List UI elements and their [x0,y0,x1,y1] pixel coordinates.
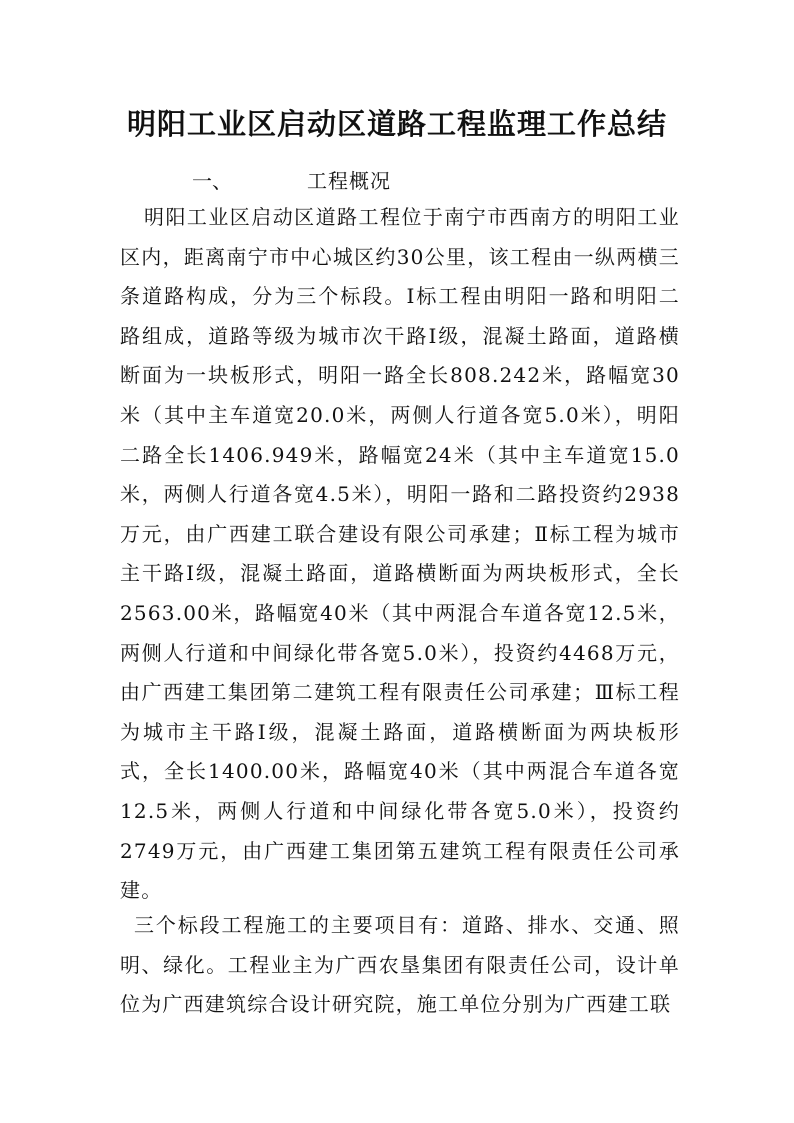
document-title: 明阳工业区启动区道路工程监理工作总结 [126,107,667,141]
paragraph-main-items: 三个标段工程施工的主要项目有：道路、排水、交通、照明、绿化。工程业主为广西农垦集团有限责任公司，设计单位为广西建筑综合设计研究院，施工单位分别为广西建工联 [120,913,680,1017]
paragraph-project-overview: 明阳工业区启动区道路工程位于南宁市西南方的明阳工业区内，距离南宁市中心城区约30公里，该工程由一纵两横三条道路构成，分为三个标段。Ⅰ标工程由明阳一路和明阳二路组成，道路等级为城市次干路Ⅰ级，混凝土路面，道路横断面为一块板形式，明阳一路全长808.242米，路幅宽30米（其中主车道宽20.0米，两侧人行道各宽5.0米），明阳二路全长1406.949米，路幅宽24米（其中主车道宽15.0米，两侧人行道各宽4.5米），明阳一路和二路投资约2938万元，由广西建工联合建设有限公司承建；Ⅱ标工程为城市主干路Ⅰ级，混凝土路面，道路横断面为两块板形式，全长2563.00米，路幅宽40米（其中两混合车道各宽12.5米，两侧人行道和中间绿化带各宽5.0米），投资约4468万元，由广西建工集团第二建筑工程有限责任公司承建；Ⅲ标工程为城市主干路Ⅰ级，混凝土路面，道路横断面为两块板形式，全长1400.00米，路幅宽40米（其中两混合车道各宽12.5米，两侧人行道和中间绿化带各宽5.0米），投资约2749万元，由广西建工集团第五建筑工程有限责任公司承建。 [120,205,680,903]
section-number: 一、 [192,169,232,193]
section-title: 工程概况 [307,169,391,193]
